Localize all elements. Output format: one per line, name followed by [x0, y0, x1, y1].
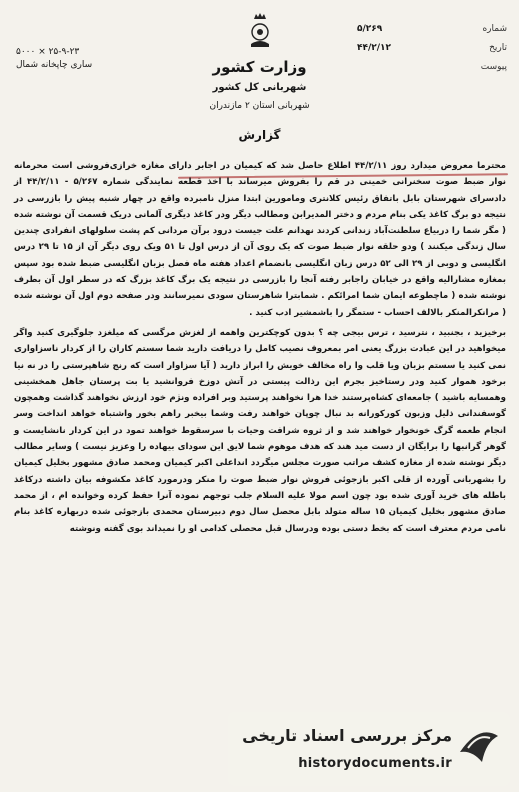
body-paragraph-1: محترما معروض میدارد روز ۴۴/۲/۱۱ اطلاع حاصل شد که کیمیان در اجابر دارای مغازه خرازی‌فروشی است محرمانه نوار ضبط صوت سخنرانی خمینی در قم را بفروش میرساند با اخذ قطعه نمایندگی شماره ۵/۲۶۷ - ۴۴/۲/۱۱ از دادسرای شهرستان بابل باتفاق رئیس کلانتری ومامورین ابتدا منزل نامبرده واقع در چهار شنبه پیش را بازرسی در نتیجه دو برگ کاغذ یکی بنام مردم و دختر المدیرابن ومطالب دیگر ودر کاغذ دیگری آلمانی دریک قسمت آن نوشته شده ( مگر شما را دربیاع سلطنت‌آباد زندانی کردند نهدانم علت جیست درود برآن مردانی کم پشت سلولهای انفرادی چندین سال زندگی میکنند ) ودو حلقه نوار ضبط صوت که یک روی آن از درس اول تا ۵۱ ویک روی دیگر آن از ۱۵ تا ۲۹ درس انگلیسی و دوبی از ۲۹ الی ۵۲ درس زبان انگلیسی بانضمام اعداد هفته ماه فصل بزبان انگلیسی ضبط شده بود سپس بمغازه مشارالیه واقع در خیابان راجابر رفته آنجا را بازرسی در نتیجه یک برگ کاغذ بزرگ که در سطر اول آن بطرف نوشته شده ( ماچطوعه ایمان شما امرائکم . شمابترا شاهرستان سودی نمیرسانند ودر صفحه دوم اول آن نوشته شده ( مرانکرالمنکر بالالف احساب - ستمگر را باشمشیر ادب کنید . — [14, 161, 506, 318]
archive-logo-icon — [456, 722, 502, 768]
ministry-title: وزارت کشور — [212, 58, 307, 76]
body-paragraph-2: برخیزید ، بجنبید ، نترسید ، ترس بیجی چه ؟ بدون کوچکترین واهمه از لغزش مرگسی که میلغزد جلوگیری کنید واگر میخواهید در این عبادت بزرگ یعنی امر بمعروف نصیب کامل را دریافت دارید شما سستم کاران را از کردار ناسزاواری نمی کنید یا سستم بزبان ویا قلب وا راه مخالف خویش را ابراز دارید ( آیا سزاوار است که رنج شاهپرستی را در نه نیا برخود هموار کنید ودر رستاخیز بجرم این رذالت پیستی در آتش دوزخ فروانشید یا بت پرستان جاهل همخشینی وهمسایه باشید ) جامعه‌ای کشاه‌پرستند خدا هرا نخواهند پرستید وبر افراده ونژم خود ارزش نخواهند گذاشت وهمچون گوسفندانی ذلیل وزبون کورکورانه بد نبال چوپان خواهند رفت وشما بیخبر راهم بخور واشتباه خواهد انداخت وسر انجام طعمه گرگ خونخوار خواهند شد و از ثروه شرافت وحیات با سرسقوط خواهند تمود در این کردار نانشایست و گوهر گرانبها را برایگان از دست مید هند که هدف موهوم شما لایق این سودای بیهاده را وعزیز نیست ) وسایر مطالب دیگر نوشته شده از مغازه کشف مراتب صورت مجلس میگردد انداعلی اکبر کیمیان ومحمد صادق مشهور بخلیل کیمیان را بشهربانی آورده از قلی اکبر بازجوئی فروش نوار ضبط صوت را منکر ودرمورد کاغذ مکشوفه بیان داشته درکاغذ باطله های خرید آوری شده بود چون اسم مولا علیه السلام جلب توجهم نموده آنرا حفظ کرده وخوانده ام ، از محمد صادق مشهور بخلیل کیمیان ۱۵ ساله متولد بابل محصل سال دوم دبیرستان محمدی بازجوئی شده دربهاره کاغذ بنام نامی مردم معترف است که بخط دستی بوده ودرسال قبل محصلی کدامی او را نمیداند بوی گفته ونوشته — [14, 327, 506, 534]
report-body — [14, 158, 506, 537]
reference-number-label: شماره — [482, 24, 507, 34]
reference-number-row — [357, 20, 507, 39]
archive-name: مرکز بررسی اسناد تاریخی — [242, 726, 452, 745]
reference-block — [357, 20, 507, 77]
date-row — [357, 39, 507, 58]
date-label: تاریخ — [489, 43, 507, 53]
attachment-label: پیوست — [480, 62, 507, 72]
archive-watermark — [228, 712, 510, 786]
archive-url: historydocuments.ir — [298, 756, 452, 771]
lion-and-sun-emblem-icon — [245, 10, 275, 50]
branch-name: شهربانی استان ۲ مازندران — [209, 101, 310, 111]
attachment-row — [357, 58, 507, 77]
department-name: شهربانی کل کشور — [212, 82, 307, 93]
date-value: ۴۴/۲/۱۲ — [357, 43, 392, 53]
report-title: گزارش — [238, 128, 281, 142]
reference-number-value: ۵/۲۶۹ — [357, 24, 383, 34]
print-stamp — [16, 46, 136, 72]
print-code: ۵۰۰۰ × ۲۵-۹-۲۳ — [16, 47, 80, 57]
printer-name: ساری چاپخانه شمال — [16, 60, 93, 70]
